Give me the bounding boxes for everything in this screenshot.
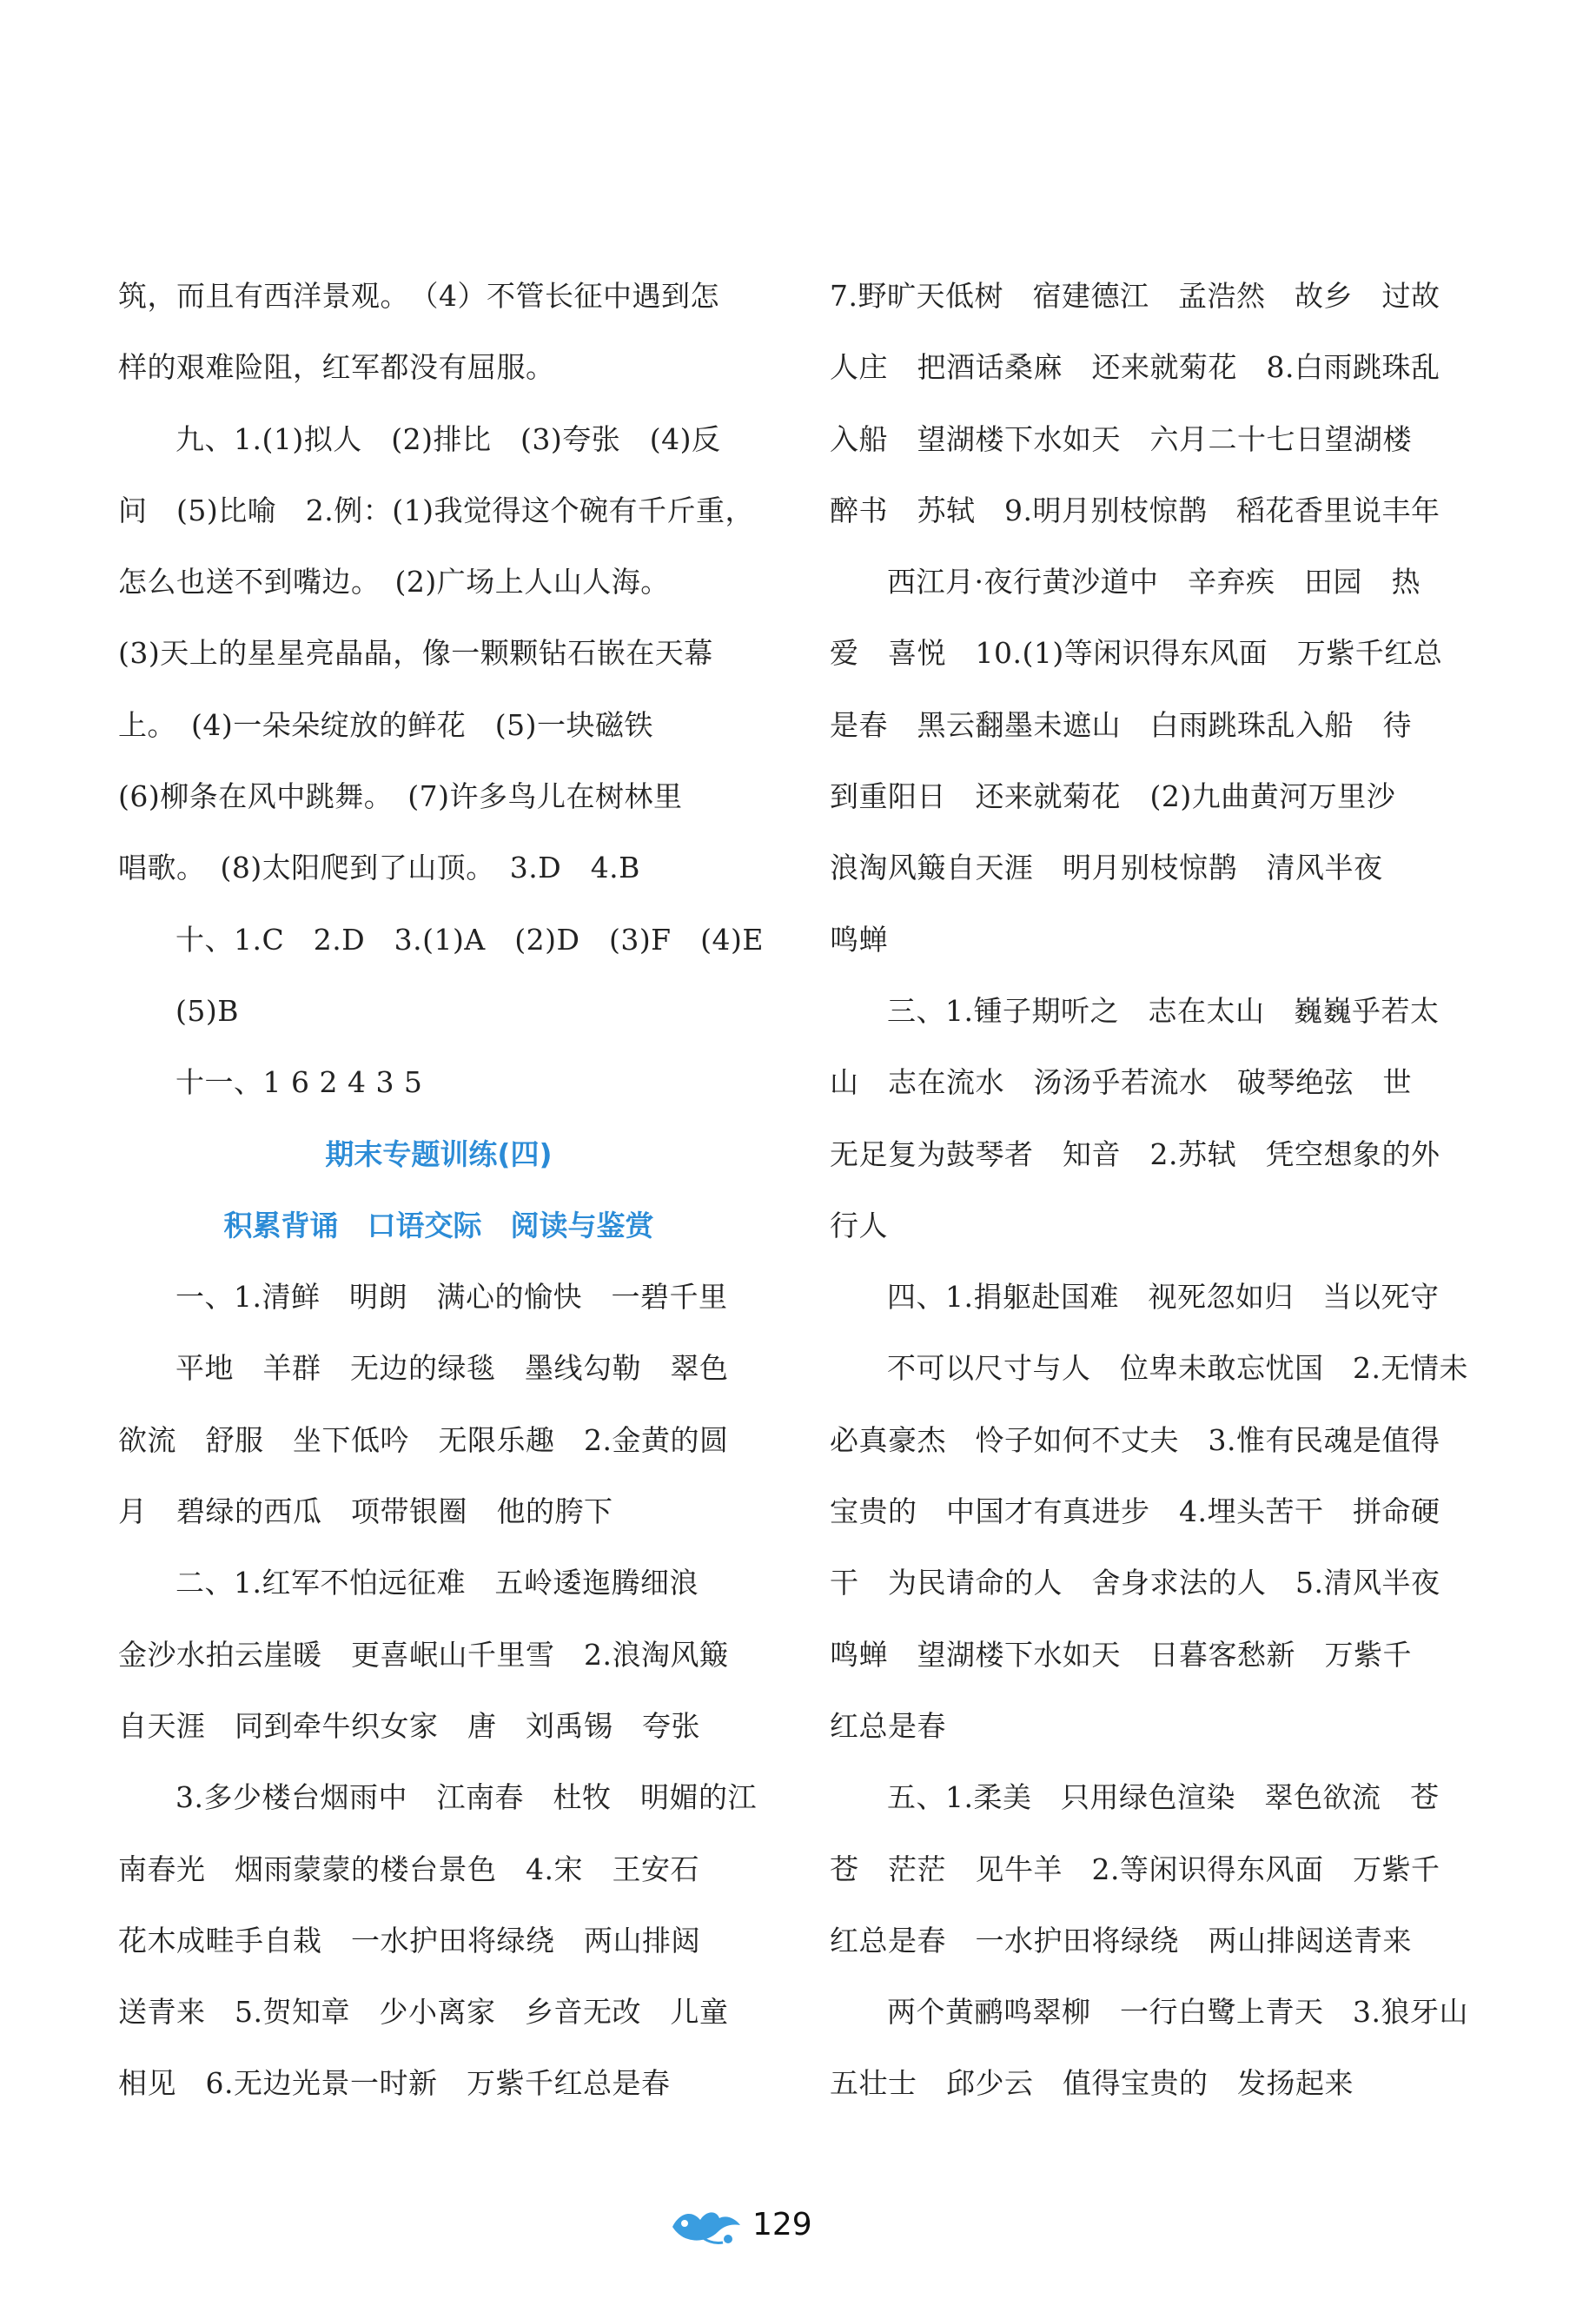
answer-line: 干 为民请命的人 舍身求法的人 5.清风半夜 <box>830 1566 1440 1600</box>
answer-line: 山 志在流水 汤汤乎若流水 破琴绝弦 世 <box>830 1065 1412 1100</box>
page-number: 129 <box>752 2207 812 2242</box>
answer-line: 苍 茫茫 见牛羊 2.等闲识得东风面 万紫千 <box>830 1852 1440 1886</box>
answer-line: 西江月·夜行黄沙道中 辛弃疾 田园 热 <box>887 565 1421 600</box>
answer-line: 两个黄鹂鸣翠柳 一行白鹭上青天 3.狼牙山 <box>887 1995 1468 2030</box>
answer-line: 到重阳日 还来就菊花 (2)九曲黄河万里沙 <box>830 779 1396 814</box>
answer-line: 九、1.(1)拟人 (2)排比 (3)夸张 (4)反 <box>175 421 721 456</box>
answer-line: 鸣蝉 <box>830 922 888 957</box>
section-heading: 积累背诵 口语交际 阅读与鉴赏 <box>223 1208 654 1242</box>
left-column <box>118 261 764 2120</box>
answer-line: 南春光 烟雨蒙蒙的楼台景色 4.宋 王安石 <box>118 1852 699 1886</box>
right-column <box>830 261 1468 2120</box>
answer-line: 十一、1 6 2 4 3 5 <box>175 1065 423 1100</box>
answer-line: 上。 (4)一朵朵绽放的鲜花 (5)一块磁铁 <box>118 707 653 742</box>
answer-line: (6)柳条在风中跳舞。 (7)许多鸟儿在树林里 <box>118 779 683 814</box>
answer-line: 怎么也送不到嘴边。 (2)广场上人山人海。 <box>118 565 670 600</box>
answer-line: 人庄 把酒话桑麻 还来就菊花 8.白雨跳珠乱 <box>830 350 1440 385</box>
answer-line: 平地 羊群 无边的绿毯 墨线勾勒 翠色 <box>175 1351 729 1386</box>
answer-line: 宝贵的 中国才有真进步 4.埋头苦干 拼命硬 <box>830 1494 1440 1529</box>
answer-line: 3.多少楼台烟雨中 江南春 杜牧 明媚的江 <box>175 1780 757 1815</box>
answer-line: 行人 <box>830 1208 888 1242</box>
answer-line: 五、1.柔美 只用绿色渲染 翠色欲流 苍 <box>887 1780 1440 1815</box>
answer-line: 一、1.清鲜 明朗 满心的愉快 一碧千里 <box>175 1280 728 1315</box>
answer-line: 自天涯 同到牵牛织女家 唐 刘禹锡 夸张 <box>118 1708 700 1743</box>
answer-line: 十、1.C 2.D 3.(1)A (2)D (3)F (4)E <box>175 922 764 957</box>
answer-line: 必真豪杰 怜子如何不丈夫 3.惟有民魂是值得 <box>830 1422 1440 1457</box>
answer-line: 月 碧绿的西瓜 项带银圈 他的胯下 <box>118 1494 613 1529</box>
answer-line: 二、1.红军不怕远征难 五岭逶迤腾细浪 <box>175 1566 699 1600</box>
answer-line: 红总是春 <box>830 1708 946 1743</box>
answer-line: (5)B <box>175 993 239 1028</box>
answer-line: (3)天上的星星亮晶晶，像一颗颗钻石嵌在天幕 <box>118 636 713 671</box>
section-heading: 期末专题训练(四) <box>325 1136 553 1171</box>
answer-line: 送青来 5.贺知章 少小离家 乡音无改 儿童 <box>118 1995 729 2030</box>
answer-line: 爱 喜悦 10.(1)等闲识得东风面 万紫千红总 <box>830 636 1443 671</box>
answer-line: 欲流 舒服 坐下低吟 无限乐趣 2.金黄的圆 <box>118 1422 729 1457</box>
answer-line: 红总是春 一水护田将绿绕 两山排闼送青来 <box>830 1923 1412 1958</box>
page-footer <box>0 2194 1596 2263</box>
answer-line: 不可以尺寸与人 位卑未敢忘忧国 2.无情未 <box>887 1351 1468 1386</box>
answer-line: 花木成畦手自栽 一水护田将绿绕 两山排闼 <box>118 1923 700 1958</box>
answer-line: 问 (5)比喻 2.例：(1)我觉得这个碗有千斤重， <box>118 493 754 527</box>
answer-line: 三、1.锺子期听之 志在太山 巍巍乎若太 <box>887 993 1440 1028</box>
answer-line: 无足复为鼓琴者 知音 2.苏轼 凭空想象的外 <box>830 1136 1440 1171</box>
answer-line: 7.野旷天低树 宿建德江 孟浩然 故乡 过故 <box>830 279 1440 313</box>
answer-line: 是春 黑云翻墨未遮山 白雨跳珠乱入船 待 <box>830 707 1412 742</box>
bird-flower-ornament-icon <box>666 2201 744 2249</box>
answer-line: 鸣蝉 望湖楼下水如天 日暮客愁新 万紫千 <box>830 1637 1412 1672</box>
answer-line: 唱歌。 (8)太阳爬到了山顶。 3.D 4.B <box>118 851 640 885</box>
answer-line: 四、1.捐躯赴国难 视死忽如归 当以死守 <box>887 1280 1440 1315</box>
answer-line: 筑，而且有西洋景观。 （4）不管长征中遇到怎 <box>118 279 719 313</box>
answer-line: 金沙水拍云崖暖 更喜岷山千里雪 2.浪淘风簸 <box>118 1637 729 1672</box>
answer-line: 样的艰难险阻，红军都没有屈服。 <box>118 350 555 385</box>
answer-line: 入船 望湖楼下水如天 六月二十七日望湖楼 <box>830 421 1412 456</box>
answer-line: 浪淘风簸自天涯 明月别枝惊鹊 清风半夜 <box>830 851 1383 885</box>
answer-line: 醉书 苏轼 9.明月别枝惊鹊 稻花香里说丰年 <box>830 493 1440 527</box>
answer-line: 相见 6.无边光景一时新 万紫千红总是春 <box>118 2066 671 2101</box>
answer-line: 五壮士 邱少云 值得宝贵的 发扬起来 <box>830 2066 1354 2101</box>
